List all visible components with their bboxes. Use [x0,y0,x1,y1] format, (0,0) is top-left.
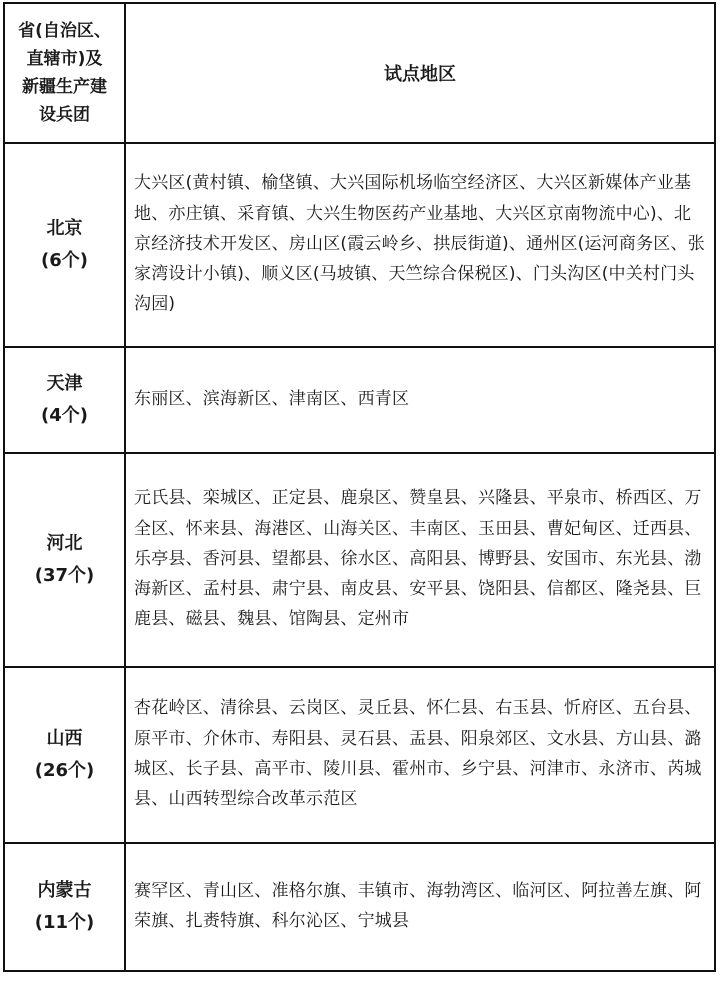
province-count: (11个) [34,912,95,933]
province-name: 北京 [46,218,83,239]
province-count: (6个) [41,250,88,271]
pilot-areas-sheet [3,2,714,973]
header-province-cell [4,3,125,143]
table-header-row [4,3,715,143]
header-province-line: 省(自治区、 [18,21,111,41]
table-row [4,843,715,971]
header-province-line: 设兵团 [39,105,90,125]
province-cell [4,843,125,971]
pilot-areas-cell: 大兴区(黄村镇、榆垡镇、大兴国际机场临空经济区、大兴区新媒体产业基地、亦庄镇、采育镇、大兴生物医药产业基地、大兴区京南物流中心)、北京经济技术开发区、房山区(霞云岭乡、拱辰街道)、通州区(运河商务区、张家湾设计小镇)、顺义区(马坡镇、天竺综合保税区)、门头沟区(中关村门头沟园) [125,143,715,347]
province-count: (26个) [34,760,95,781]
province-cell [4,667,125,843]
province-count: (37个) [34,565,95,586]
province-cell [4,143,125,347]
province-name: 天津 [46,373,83,394]
table-row [4,667,715,843]
header-province-line: 新疆生产建 [22,77,107,97]
table-row [4,453,715,667]
pilot-areas-cell: 杏花岭区、清徐县、云岗区、灵丘县、怀仁县、右玉县、忻府区、五台县、原平市、介休市、寿阳县、灵石县、盂县、阳泉郊区、文水县、方山县、潞城区、长子县、高平市、陵川县、霍州市、乡宁县、河津市、永济市、芮城县、山西转型综合改革示范区 [125,667,715,843]
province-cell [4,347,125,453]
header-areas-cell: 试点地区 [125,3,715,143]
pilot-areas-table [3,2,716,972]
header-province-line: 直辖市)及 [26,49,103,69]
province-count: (4个) [41,405,88,426]
province-name: 河北 [46,533,83,554]
province-cell [4,453,125,667]
province-name: 内蒙古 [37,880,92,901]
pilot-areas-cell: 元氏县、栾城区、正定县、鹿泉区、赞皇县、兴隆县、平泉市、桥西区、万全区、怀来县、海港区、山海关区、丰南区、玉田县、曹妃甸区、迁西县、乐亭县、香河县、望都县、徐水区、高阳县、博野县、安国市、东光县、渤海新区、孟村县、肃宁县、南皮县、安平县、饶阳县、信都区、隆尧县、巨鹿县、磁县、魏县、馆陶县、定州市 [125,453,715,667]
pilot-areas-cell: 东丽区、滨海新区、津南区、西青区 [125,347,715,453]
province-name: 山西 [46,728,83,749]
table-row [4,143,715,347]
pilot-areas-cell: 赛罕区、青山区、准格尔旗、丰镇市、海勃湾区、临河区、阿拉善左旗、阿荣旗、扎赉特旗、科尔沁区、宁城县 [125,843,715,971]
table-row [4,347,715,453]
